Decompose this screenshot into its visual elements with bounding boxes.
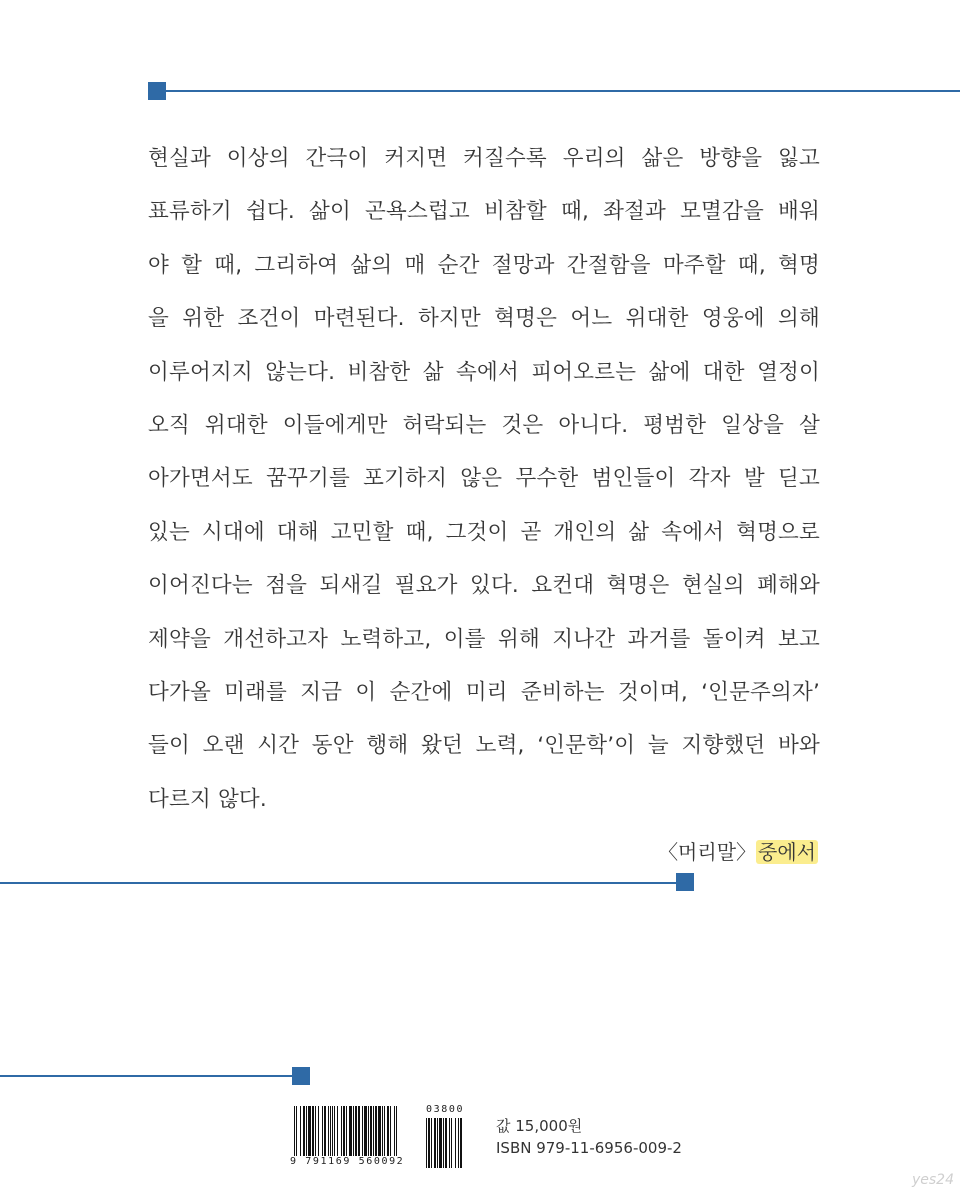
watermark-logo: yes24 [911,1172,954,1188]
barcode-bar [375,1106,377,1156]
barcode-bar [294,1106,295,1156]
barcode-bar [443,1118,444,1168]
barcode-bar [322,1106,323,1156]
barcode-bar [358,1106,360,1156]
barcode-bar [437,1118,438,1168]
body-line: 이어진다는 점을 되새길 필요가 있다. 요컨대 혁명은 현실의 폐해와 [148,573,820,599]
barcode-bar [318,1106,319,1156]
body-line: 아가면서도 꿈꾸기를 포기하지 않은 무수한 범인들이 각자 발 딛고 [148,466,820,492]
barcode-bar [343,1106,345,1156]
source-title: 〈머리말〉 [658,840,757,864]
body-line: 표류하기 쉽다. 삶이 곤욕스럽고 비참할 때, 좌절과 모멸감을 배워 [148,199,820,225]
barcode-bar [337,1106,338,1156]
body-line: 제약을 개선하고자 노력하고, 이를 위해 지나간 과거를 돌이켜 보고 [148,626,820,652]
body-line: 을 위한 조건이 마련된다. 하지만 혁명은 어느 위대한 영웅에 의해 [148,306,820,332]
barcode-bar [458,1118,459,1168]
body-line: 다르지 않다. [148,786,267,812]
barcode-bar [396,1106,397,1156]
barcode-bar [445,1118,447,1168]
body-line: 들이 오랜 시간 동안 행해 왔던 노력, ‘인문학’이 늘 지향했던 바와 [148,733,820,759]
top-rule [166,90,960,92]
barcode-bar [296,1106,297,1156]
barcode-bar [355,1106,357,1156]
barcode-bar [426,1118,427,1168]
bottom-rule [0,1075,292,1077]
barcode-bar [312,1106,314,1156]
bottom-rule-square [292,1067,310,1085]
barcode-bar [451,1118,452,1168]
barcode-bar [439,1118,442,1168]
barcode-bar [341,1106,342,1156]
barcode-bar [349,1106,352,1156]
body-line: 현실과 이상의 간극이 커지면 커질수록 우리의 삶은 방향을 잃고 [148,146,820,171]
body-paragraph [148,132,820,826]
barcode-addon-digits: 03800 [426,1104,465,1115]
barcode-bar [315,1106,316,1156]
barcode-bar [324,1106,326,1156]
barcode-bar [362,1106,363,1156]
source-attribution [658,836,818,865]
isbn-barcode [290,1106,482,1168]
barcode-bar [330,1106,331,1156]
barcode-bar [346,1106,347,1156]
barcode-bar [378,1106,381,1156]
barcode-bar [394,1106,395,1156]
barcode-bar [368,1106,369,1156]
body-line: 이루어지지 않는다. 비참한 삶 속에서 피어오르는 삶에 대한 열정이 [148,359,820,385]
isbn-number: ISBN 979-11-6956-009-2 [496,1139,682,1157]
barcode-bar [332,1106,333,1156]
barcode-bar [455,1118,456,1168]
barcode-bar [303,1106,305,1156]
barcode-bar [334,1106,335,1156]
barcode-bar [382,1106,383,1156]
body-line: 다가올 미래를 지금 이 순간에 미리 준비하는 것이며, ‘인문주의자’ [148,679,820,705]
barcode-bar [431,1118,432,1168]
barcode-bar [428,1118,430,1168]
barcode-bar [353,1106,354,1156]
barcode-bar [306,1106,307,1156]
barcode-bar [434,1118,436,1168]
barcode-bar [328,1106,329,1156]
barcode-bar [364,1106,367,1156]
barcode-bar [390,1106,391,1156]
body-line: 오직 위대한 이들에게만 허락되는 것은 아니다. 평범한 일상을 살 [148,412,820,438]
barcode-addon-bars [422,1106,482,1168]
top-rule-square [148,82,166,100]
body-line: 있는 시대에 대해 고민할 때, 그것이 곧 개인의 삶 속에서 혁명으로 [148,519,820,545]
price-label: 값 15,000원 [496,1117,583,1135]
body-line: 야 할 때, 그리하여 삶의 매 순간 절망과 간절함을 마주할 때, 혁명 [148,252,820,278]
middle-rule [0,882,676,884]
barcode-bar [373,1106,374,1156]
source-suffix-highlighted: 중에서 [758,840,816,864]
barcode-bar [387,1106,389,1156]
barcode-bar [460,1118,462,1168]
barcode-bar [449,1118,450,1168]
barcode-bar [300,1106,301,1156]
barcode-bar [308,1106,311,1156]
barcode-bar [384,1106,385,1156]
middle-rule-square [676,873,694,891]
barcode-main-digits: 9 791169 560092 [290,1156,405,1167]
barcode-bar [370,1106,372,1156]
